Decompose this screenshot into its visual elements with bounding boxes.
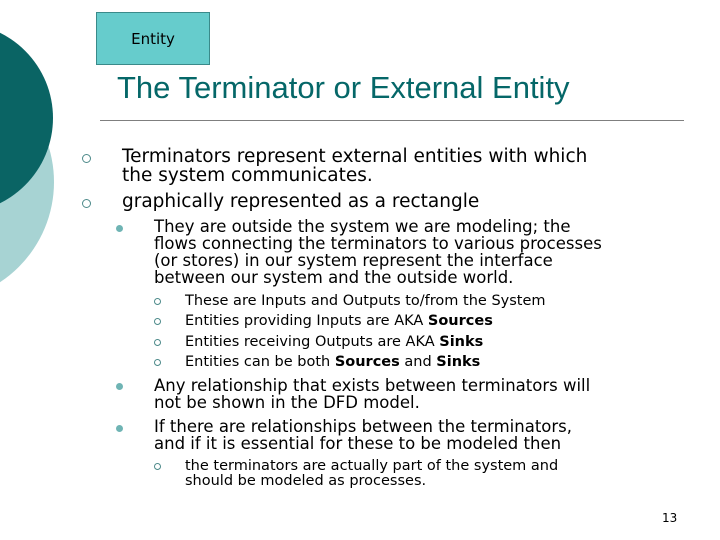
bullet-dot-icon — [116, 383, 123, 390]
bullet-text-line: Entities providing Inputs are AKA Sources — [185, 313, 493, 329]
bullet-ring-icon — [82, 199, 91, 208]
bullet-ring-icon — [82, 154, 91, 163]
title-divider — [100, 120, 684, 121]
bullet-text-line: the system communicates. — [122, 165, 373, 186]
bullet-text-line: not be shown in the DFD model. — [154, 393, 420, 412]
bullet-text-line: flows connecting the terminators to various processes — [154, 234, 602, 253]
entity-rectangle — [96, 12, 210, 65]
bullet-ring-icon — [154, 298, 161, 305]
bullet-text-line: They are outside the system we are modeling; the — [154, 217, 571, 236]
bullet-text-line: (or stores) in our system represent the interface — [154, 251, 553, 270]
bold-term: Sinks — [439, 334, 484, 350]
bullet-text-line: These are Inputs and Outputs to/from the System — [185, 293, 546, 309]
bullet-text-line: should be modeled as processes. — [185, 473, 427, 489]
bullet-text-line: between our system and the outside world. — [154, 268, 514, 287]
bullet-text-line: graphically represented as a rectangle — [122, 191, 480, 212]
slide-title: The Terminator or External Entity — [117, 70, 570, 105]
bold-term: Sinks — [436, 354, 481, 370]
page-number: 13 — [662, 511, 678, 525]
bullet-ring-icon — [154, 339, 161, 346]
bullet-ring-icon — [154, 359, 161, 366]
bullet-text-line: If there are relationships between the terminators, — [154, 417, 573, 436]
bullet-text-line: Any relationship that exists between terminators will — [154, 376, 591, 395]
bullet-dot-icon — [116, 225, 123, 232]
bullet-ring-icon — [154, 318, 161, 325]
bullet-text-line: Entities receiving Outputs are AKA Sinks — [185, 334, 484, 350]
bullet-dot-icon — [116, 425, 123, 432]
bullet-text-line: Entities can be both Sources and Sinks — [185, 354, 481, 370]
entity-label: Entity — [131, 29, 175, 48]
bold-term: Sources — [427, 313, 493, 329]
bullet-text-line: and if it is essential for these to be modeled then — [154, 434, 562, 453]
bullet-ring-icon — [154, 463, 161, 470]
bold-term: Sources — [334, 354, 400, 370]
bullet-text-line: the terminators are actually part of the system and — [185, 458, 559, 474]
bullet-text-line: Terminators represent external entities with which — [122, 146, 588, 167]
